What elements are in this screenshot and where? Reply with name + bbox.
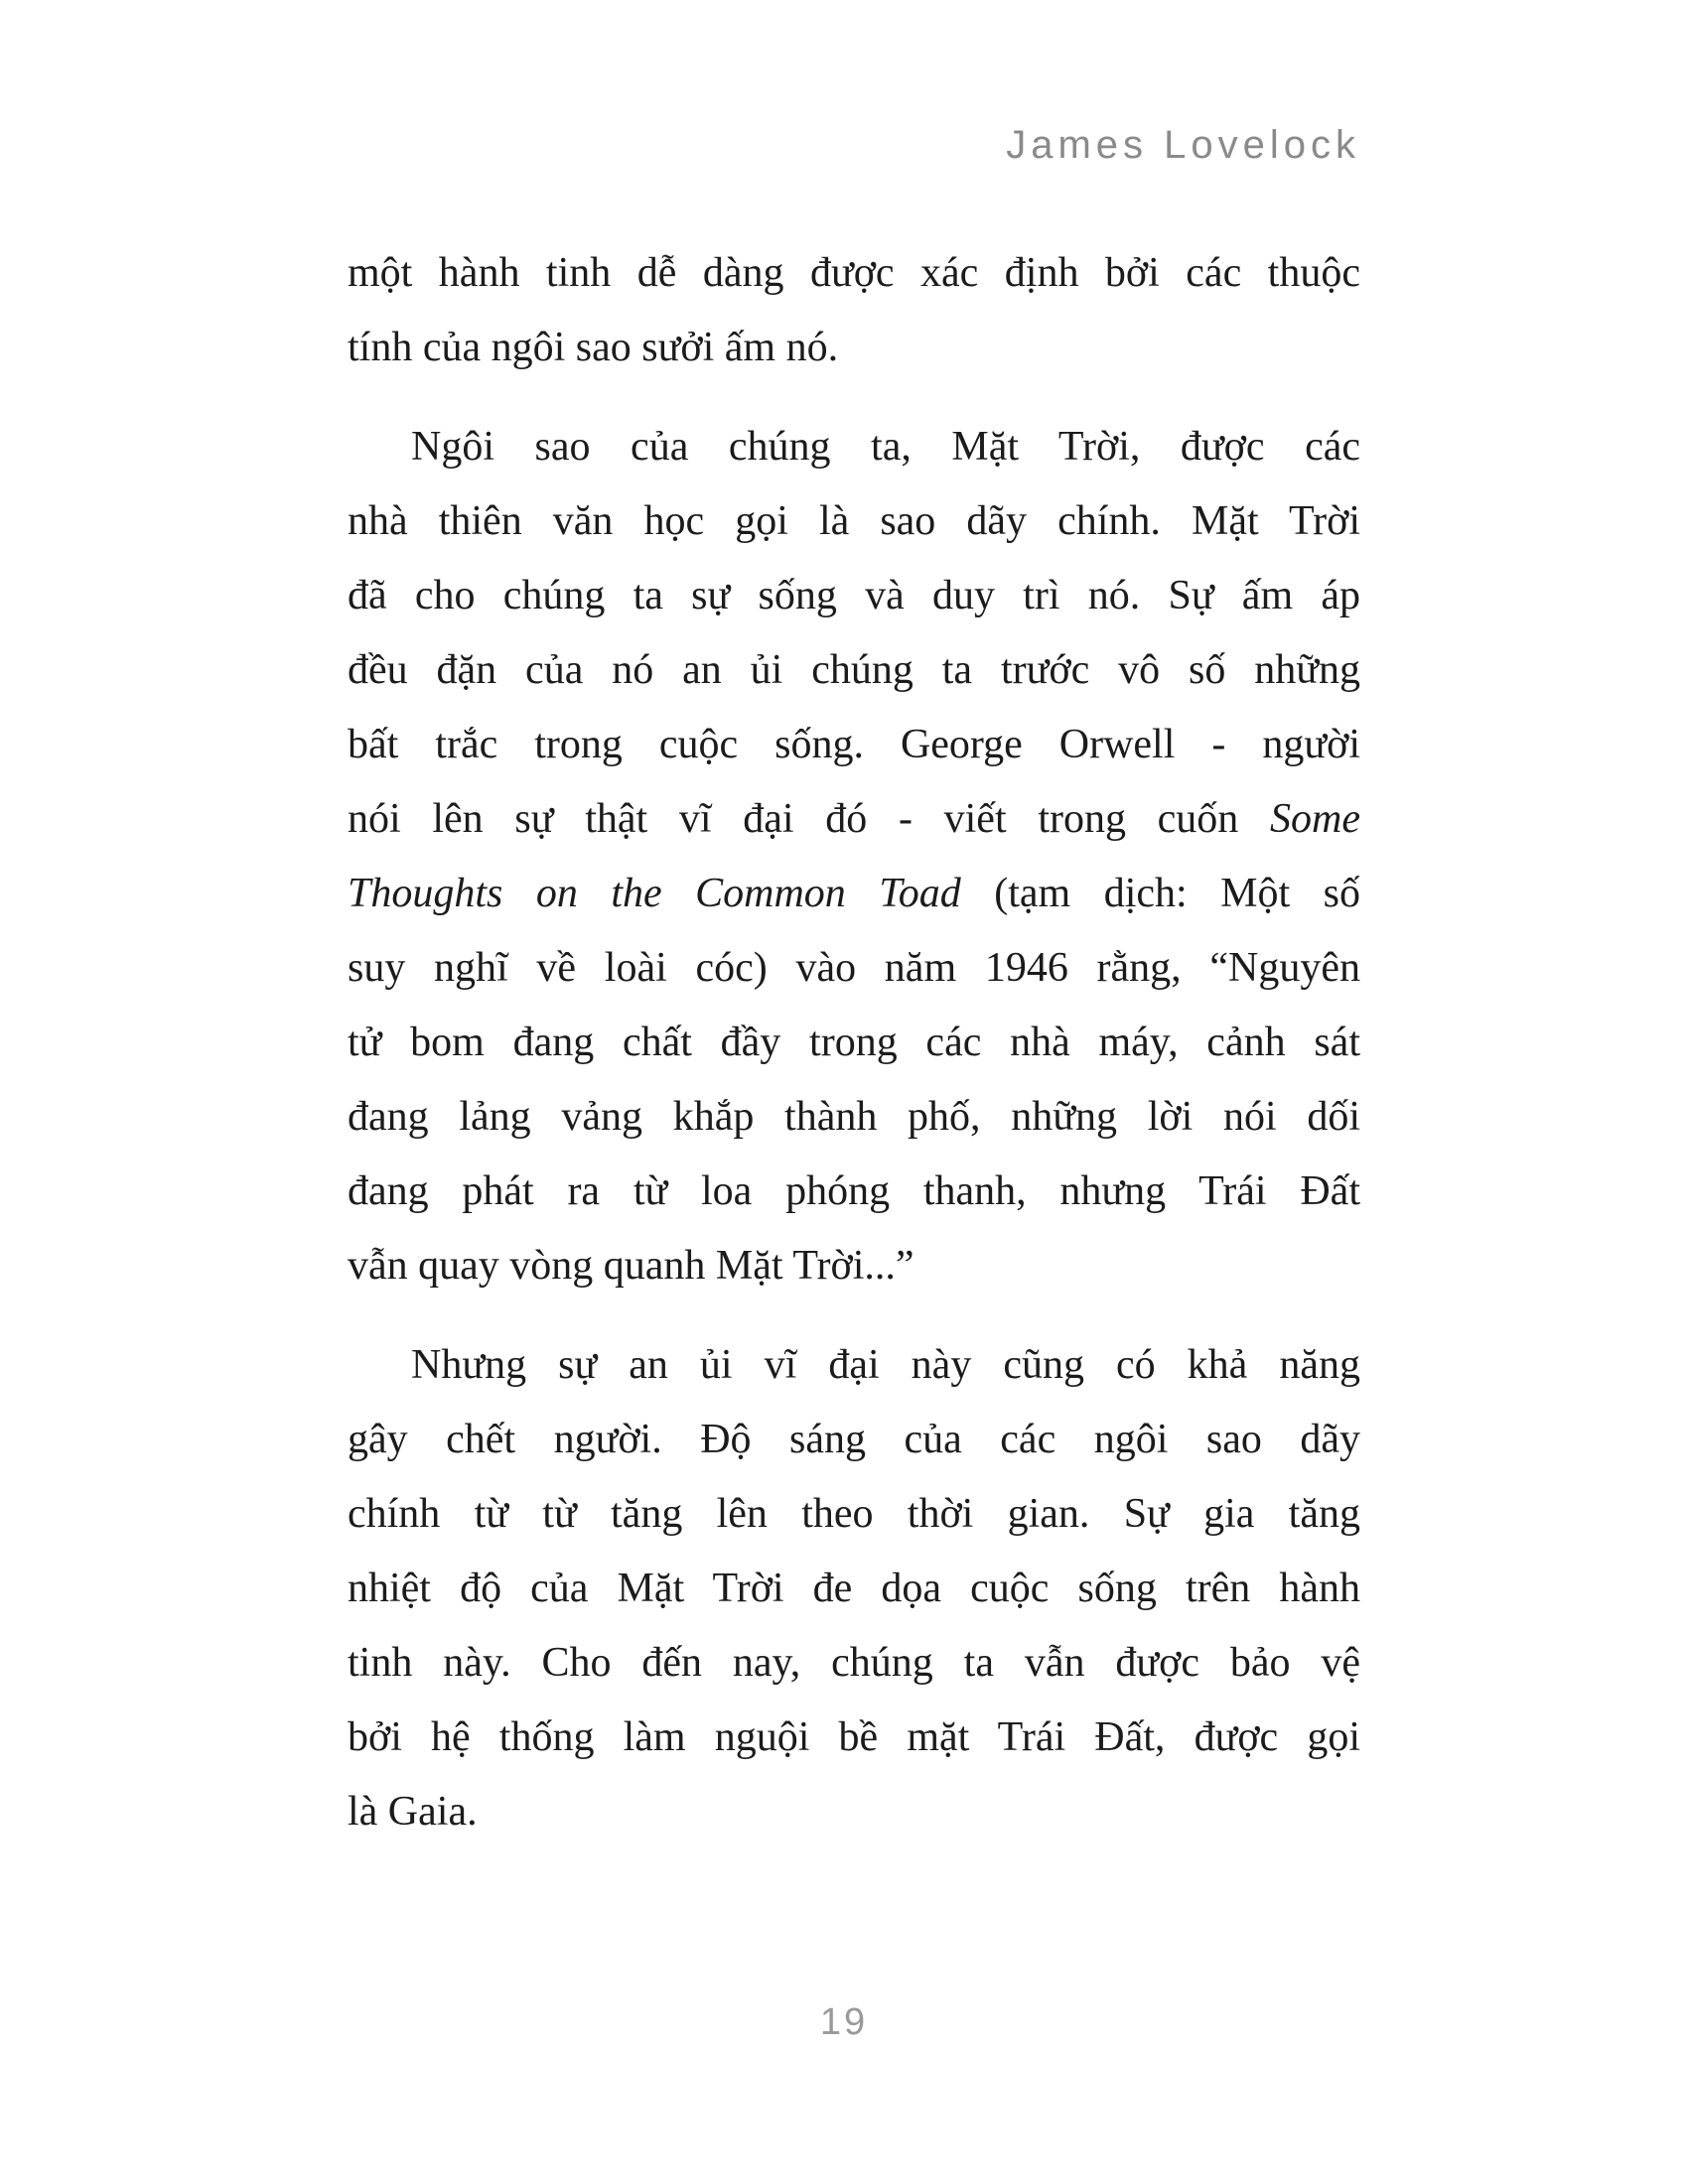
text-line — [348, 1229, 1360, 1303]
paragraph — [348, 410, 1360, 1303]
text-segment: đã cho chúng ta sự sống và duy trì nó. Sự ấm áp — [348, 573, 1360, 618]
text-segment: Nhưng sự an ủi vĩ đại này cũng có khả năng — [411, 1342, 1360, 1388]
running-header-author: James Lovelock — [1006, 123, 1360, 167]
text-segment: đều đặn của nó an ủi chúng ta trước vô số những — [348, 647, 1360, 693]
page-number: 19 — [819, 2001, 869, 2043]
text-segment: vẫn quay vòng quanh Mặt Trời...” — [348, 1243, 914, 1289]
text-segment: chính từ từ tăng lên theo thời gian. Sự gia tăng — [348, 1491, 1360, 1537]
text-line — [348, 857, 1360, 931]
text-segment: bởi hệ thống làm nguội bề mặt Trái Đất, được gọi — [348, 1714, 1360, 1760]
paragraph — [348, 1328, 1360, 1849]
text-segment: một hành tinh dễ dàng được xác định bởi các thuộc — [348, 250, 1360, 296]
text-line — [348, 1403, 1360, 1477]
text-segment: Ngôi sao của chúng ta, Mặt Trời, được các — [411, 424, 1360, 470]
italic-text-segment: Thoughts on the Common Toad — [348, 871, 961, 916]
text-line — [348, 236, 1360, 311]
text-segment: nhiệt độ của Mặt Trời đe dọa cuộc sống trên hành — [348, 1566, 1360, 1611]
text-line — [348, 410, 1360, 484]
text-line — [348, 1080, 1360, 1155]
text-line — [348, 708, 1360, 782]
text-line — [348, 1775, 1360, 1849]
text-segment: tinh này. Cho đến nay, chúng ta vẫn được bảo vệ — [348, 1640, 1360, 1686]
text-line — [348, 1626, 1360, 1701]
text-line — [348, 559, 1360, 633]
text-line — [348, 1328, 1360, 1403]
text-segment: (tạm dịch: Một số — [960, 871, 1360, 916]
italic-text-segment: Some — [1270, 796, 1360, 842]
text-segment: tử bom đang chất đầy trong các nhà máy, cảnh sát — [348, 1020, 1360, 1065]
body-text — [348, 236, 1360, 1849]
text-line — [348, 1552, 1360, 1626]
text-line — [348, 931, 1360, 1006]
text-line — [348, 1477, 1360, 1552]
text-segment: bất trắc trong cuộc sống. George Orwell - người — [348, 722, 1360, 767]
text-line — [348, 633, 1360, 708]
text-line — [348, 1006, 1360, 1080]
paragraph — [348, 236, 1360, 385]
text-segment: đang phát ra từ loa phóng thanh, nhưng Trái Đất — [348, 1168, 1360, 1214]
text-segment: là Gaia. — [348, 1789, 478, 1835]
text-segment: nhà thiên văn học gọi là sao dãy chính. Mặt Trời — [348, 498, 1360, 544]
text-line — [348, 484, 1360, 559]
text-segment: nói lên sự thật vĩ đại đó - viết trong cuốn — [348, 796, 1271, 842]
text-line — [348, 782, 1360, 857]
text-line — [348, 1701, 1360, 1775]
text-segment: suy nghĩ về loài cóc) vào năm 1946 rằng, “Nguyên — [348, 945, 1360, 991]
text-line — [348, 1155, 1360, 1229]
text-segment: tính của ngôi sao sưởi ấm nó. — [348, 325, 839, 370]
text-line — [348, 311, 1360, 385]
text-segment: đang lảng vảng khắp thành phố, những lời nói dối — [348, 1094, 1360, 1140]
text-segment: gây chết người. Độ sáng của các ngôi sao dãy — [348, 1417, 1360, 1462]
